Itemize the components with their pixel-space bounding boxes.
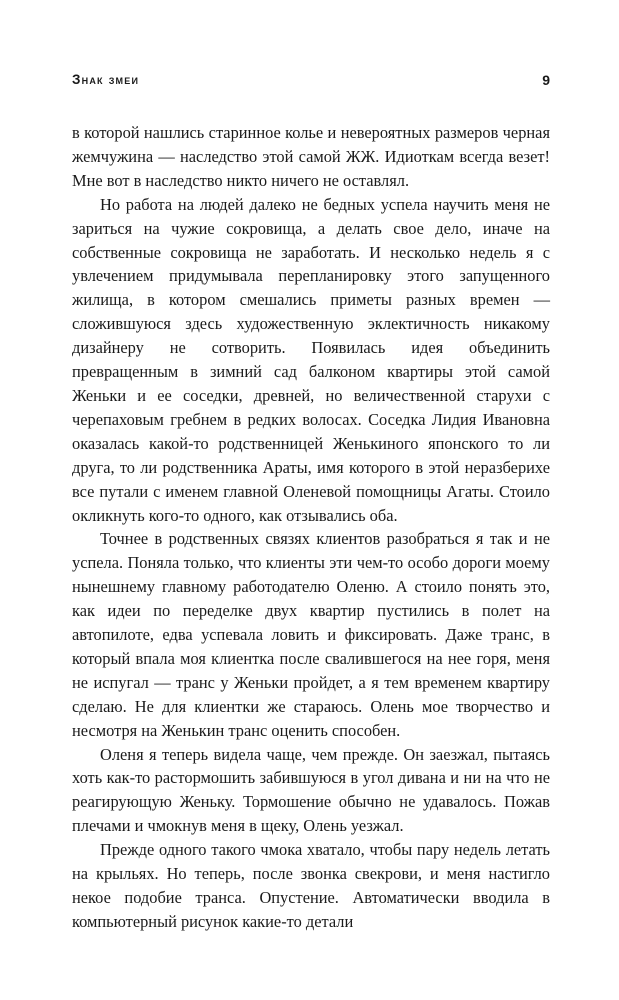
paragraph: Но работа на людей далеко не бедных успела научить меня не зариться на чужие сокровища, а делать свое дело, иначе на собственные сокровища не заработать. И несколько недель я с увлечением придумывала перепланировку этого запущенного жилища, в котором смешались приметы разных времен — сложившуюся здесь художественную эклектичность никакому дизайнеру не сотворить. Появилась идея объединить превращенным в зимний сад балконом квартиры этой самой Женьки и ее соседки, древней, но величественной старухи с черепаховым гребнем в редких волосах. Соседка Лидия Ивановна оказалась какой-то родственницей Женькиного японского то ли друга, то ли родственника Араты, имя которого в этой неразберихе все путали с именем главной Оленевой помощницы Агаты. Стоило окликнуть кого-то одного, как отзывались оба. [72,194,550,525]
paragraph: в которой нашлись старинное колье и невероятных размеров черная жемчужина — наследство этой самой ЖЖ. Идиоткам всегда везет! Мне вот в наследство никто ничего не оставлял. [72,123,550,190]
paragraph: Точнее в родственных связях клиентов разобраться я так и не успела. Поняла только, что клиенты эти чем-то особо дороги моему нынешнему главному работодателю Оленю. А стоило понять это, как идеи по переделке двух квартир пустились в полет на автопилоте, едва успевала ловить и фиксировать. Даже транс, в который впала моя клиентка после свалившегося на нее горя, меня не испугал — транс у Женьки пройдет, а я тем временем квартиру сделаю. Не для клиентки же стараюсь. Олень мое творчество и несмотря на Женькин транс оценить способен. [72,529,550,740]
page-header [72,72,550,96]
page-number: 9 [542,72,550,88]
running-title: Знак змеи [72,72,140,87]
paragraph: Оленя я теперь видела чаще, чем прежде. Он заезжал, пытаясь хоть как-то растормошить забившуюся в угол дивана и ни на что не реагирующую Женьку. Тормошение обычно не удавалось. Пожав плечами и чмокнув меня в щеку, Олень уезжал. [72,744,550,836]
paragraph: Прежде одного такого чмока хватало, чтобы пару недель летать на крыльях. Но теперь, после звонка свекрови, и меня настигло некое подобие транса. Опустение. Автоматически вводила в компьютерный рисунок какие-то детали [72,840,550,931]
body-text [72,121,550,934]
